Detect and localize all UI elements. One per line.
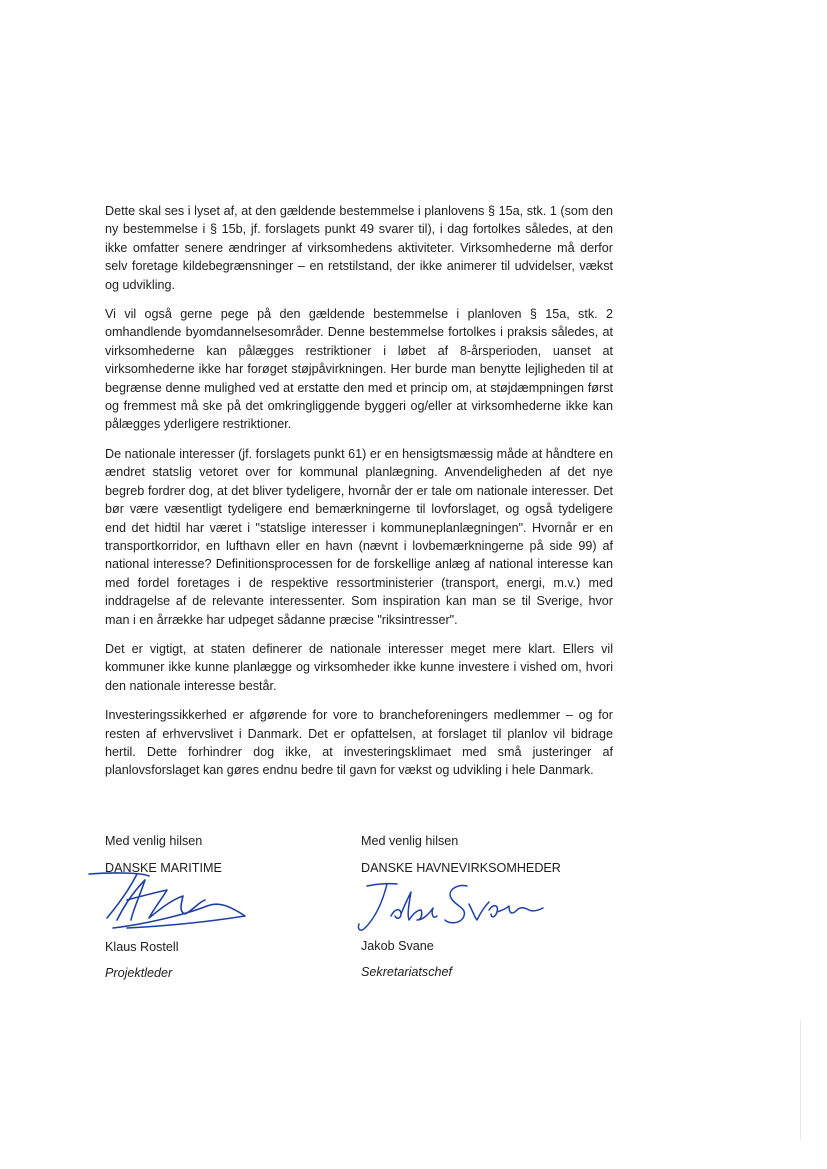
organization-right: DANSKE HAVNEVIRKSOMHEDER xyxy=(361,861,561,875)
organization-left: DANSKE MARITIME xyxy=(105,861,222,875)
signature-block-left xyxy=(105,832,305,992)
name-left: Klaus Rostell xyxy=(105,940,179,954)
title-right: Sekretariatschef xyxy=(361,965,452,979)
paragraph-4: Det er vigtigt, at staten definerer de nationale interesser meget mere klart. Ellers vil kommuner ikke kunne planlægge og virksomheder ikke kunne investere i vished om, hvori den nationale interesse består. xyxy=(105,641,613,693)
name-right: Jakob Svane xyxy=(361,939,434,953)
greeting-right: Med venlig hilsen xyxy=(361,834,459,848)
page-edge-line xyxy=(800,1020,801,1140)
handwritten-signature-left xyxy=(87,870,267,932)
title-left: Projektleder xyxy=(105,966,173,980)
letter-body xyxy=(105,202,613,791)
handwritten-signature-right xyxy=(347,880,547,936)
greeting-left: Med venlig hilsen xyxy=(105,834,203,848)
paragraph-2: Vi vil også gerne pege på den gældende bestemmelse i planloven § 15a, stk. 2 omhandlende byomdannelsesområder. Denne bestemmelse fortolkes i praksis således, at virksomhederne kan pålægges restriktioner i løbet af 8-årsperioden, uanset at virksomhederne ikke har forøget støjpåvirkningen. Her burde man benytte lejligheden til at begrænse denne mulighed ved at erstatte den med et princip om, at støjdæmpningen først og fremmest må ske på det omkringliggende byggeri og/eller at virksomhederne ikke kan pålægges yderligere restriktioner. xyxy=(105,307,613,432)
signature-block-right xyxy=(361,832,621,992)
paragraph-1: Dette skal ses i lyset af, at den gældende bestemmelse i planlovens § 15a, stk. 1 (som den ny bestemmelse i § 15b, jf. forslagets punkt 49 svarer til), i dag fortolkes således, at den ikke omfatter senere ændringer af virksomhedens aktiviteter. Virksomhederne må derfor selv foretage kildebegrænsninger – en retstilstand, der ikke animerer til udvidelser, vækst og udvikling. xyxy=(105,204,613,292)
paragraph-3: De nationale interesser (jf. forslagets punkt 61) er en hensigtsmæssig måde at håndtere en ændret statslig vetoret over for kommunal planlægning. Anvendeligheden af det nye begreb fordrer dog, at det bliver tydeligere, hvornår der er tale om nationale interesser. Det bør være væsentligt tydeligere end bemærkningerne til lovforslaget, og også tydeligere end det hidtil har været i "statslige interesser i kommuneplanlægningen". Hvornår er en transportkorridor, en lufthavn eller en havn (nævnt i lovbemærkningerne på side 99) af national interesse? Definitionsprocessen for de forskellige anlæg af national interesse kan med fordel foretages i de respektive ressortministerier (transport, energi, m.v.) med inddragelse af de relevante interessenter. Som inspiration kan man se til Sverige, hvor man i en årrække har udpeget sådanne præcise "riksintresser". xyxy=(105,446,613,627)
paragraph-5: Investeringssikkerhed er afgørende for vore to brancheforeningers medlemmer – og for resten af erhvervslivet i Danmark. Det er opfattelsen, at forslaget til planlov vil bidrage hertil. Dette forhindrer dog ikke, at investeringsklimaet med små justeringer af planlovsforslaget kan gøres endnu bedre til gavn for vækst og udvikling i hele Danmark. xyxy=(105,708,613,778)
